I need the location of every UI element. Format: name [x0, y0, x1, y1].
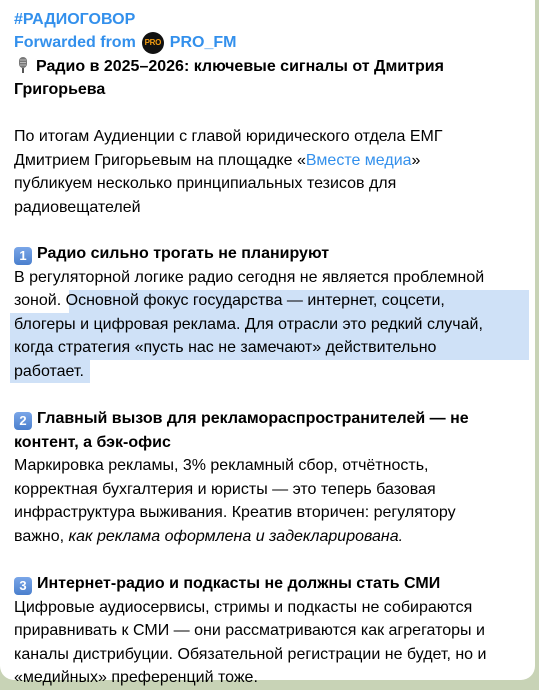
- section-1-line3-highlighted: блогеры и цифровая реклама. Для отрасли это редкий случай,: [14, 315, 483, 333]
- post-title-line2: Григорьева: [14, 81, 106, 98]
- section-2-line2: корректная бухгалтерия и юристы — это теперь базовая: [14, 480, 436, 498]
- keycap-2-icon: 2: [14, 412, 32, 430]
- intro-paragraph: [14, 125, 528, 219]
- section-3: [14, 572, 528, 690]
- forwarded-header[interactable]: [14, 32, 528, 54]
- section-2-heading-line2: контент, а бэк-офис: [14, 433, 171, 451]
- section-3-body: [14, 596, 528, 690]
- post-title: [14, 55, 528, 101]
- section-2: [14, 407, 528, 548]
- intro-line3: публикуем несколько принципиальных тезисов для: [14, 175, 397, 192]
- section-2-line4b-italic: как реклама оформлена и задекларирована.: [68, 527, 404, 545]
- section-3-heading-text: Интернет-радио и подкасты не должны стать СМИ: [37, 575, 441, 592]
- section-3-line1: Цифровые аудиосервисы, стримы и подкасты не собираются: [14, 598, 473, 616]
- section-1-heading: [14, 242, 528, 266]
- vmeste-media-link[interactable]: Вместе медиа: [305, 151, 412, 169]
- section-3-line3: каналы дистрибуции. Обязательной регистрации не будет, но и: [14, 645, 487, 663]
- post-title-line1: Радио в 2025–2026: ключевые сигналы от Дмитрия: [36, 58, 444, 75]
- section-1: [14, 242, 528, 383]
- microphone-icon: [14, 56, 32, 74]
- keycap-1-icon: 1: [14, 247, 32, 265]
- section-3-line4: «медийных» преференций тоже.: [14, 669, 258, 686]
- section-3-line2: приравнивать к СМИ — они рассматриваются как агрегаторы и: [14, 622, 485, 639]
- section-3-heading: [14, 572, 528, 596]
- section-1-line5-highlighted: работает.: [14, 362, 84, 380]
- section-1-line1: В регуляторной логике радио сегодня не является проблемной: [14, 268, 485, 286]
- section-2-line3: инфраструктура выживания. Креатив вторичен: регулятору: [14, 504, 456, 521]
- intro-line1: По итогам Аудиенции с главой юридического отдела ЕМГ: [14, 128, 443, 145]
- section-1-line2a: зоной.: [14, 292, 66, 309]
- section-1-line4-highlighted: когда стратегия «пусть нас не замечают» действительно: [14, 339, 437, 356]
- section-2-body: [14, 454, 528, 548]
- keycap-3-icon: 3: [14, 577, 32, 595]
- section-1-body: [14, 266, 528, 384]
- section-2-line4a: важно,: [14, 527, 69, 545]
- forwarded-channel-name[interactable]: PRO_FM: [169, 34, 237, 51]
- section-2-line1: Маркировка рекламы, 3% рекламный сбор, отчётность,: [14, 457, 429, 474]
- section-2-heading: [14, 407, 528, 454]
- message-content: [14, 8, 528, 690]
- forwarded-prefix: Forwarded from: [14, 34, 136, 51]
- section-1-heading-text: Радио сильно трогать не планируют: [37, 245, 330, 262]
- section-1-line2b-highlighted: Основной фокус государства — интернет, соцсети,: [65, 292, 445, 309]
- hashtag-link[interactable]: #РАДИОГОВОР: [14, 11, 136, 28]
- section-2-heading-line1: Главный вызов для рекламораспространителей — не: [37, 410, 469, 427]
- intro-line4: радиовещателей: [14, 198, 141, 216]
- intro-line2a: Дмитрием Григорьевым на площадке «: [14, 151, 306, 169]
- channel-avatar[interactable]: PRO: [142, 32, 164, 54]
- intro-line2b: »: [411, 151, 421, 169]
